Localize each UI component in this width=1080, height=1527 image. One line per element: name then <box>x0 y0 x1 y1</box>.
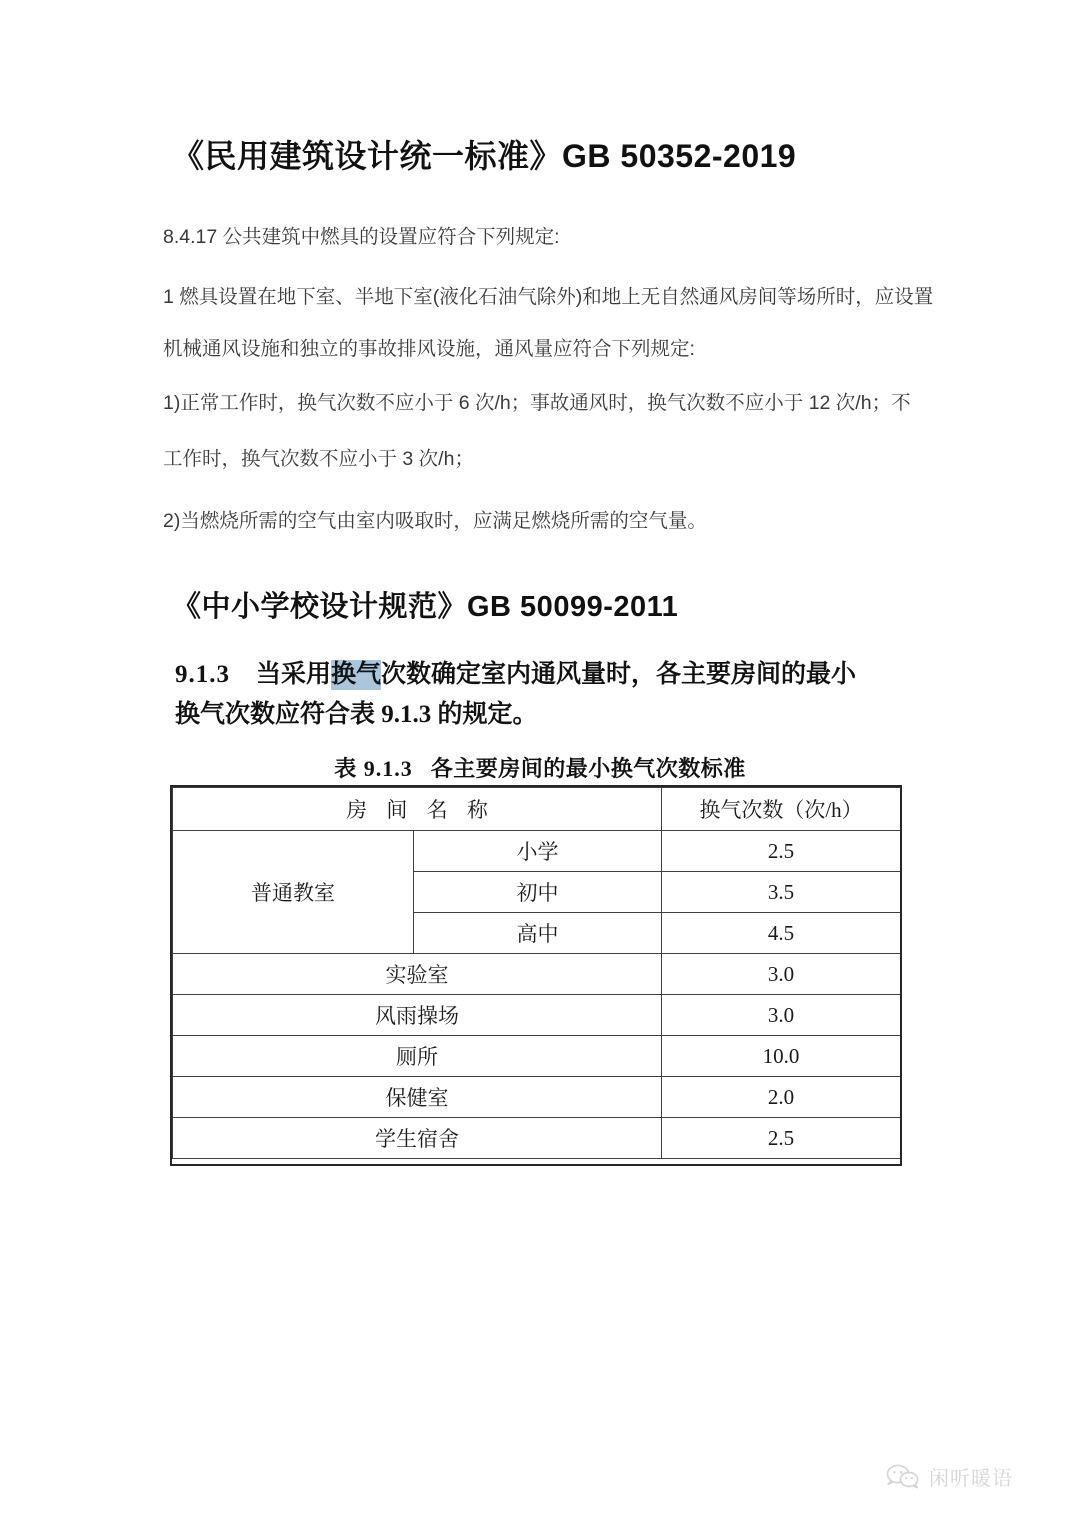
cell-room-group-name: 普通教室 <box>173 831 414 954</box>
cell-rate-value: 3.0 <box>662 954 901 995</box>
wechat-icon <box>886 1464 920 1490</box>
air-change-rate-table-wrapper <box>172 787 900 1159</box>
watermark-label: 闲听暖语 <box>929 1468 1013 1490</box>
air-change-rate-table <box>172 787 901 1159</box>
cell-rate-value: 3.0 <box>662 995 901 1036</box>
table-header-row <box>173 788 901 831</box>
clause-9-1-3-line2: 换气次数应符合表 9.1.3 的规定。 <box>175 701 538 728</box>
table-row <box>173 1077 901 1118</box>
table-row <box>173 831 901 872</box>
cell-rate-value: 2.5 <box>662 1118 901 1159</box>
clause-text-pre: 当采用 <box>256 661 332 688</box>
table-row <box>173 954 901 995</box>
clause-subitem-2: 2)当燃烧所需的空气由室内吸取时，应满足燃烧所需的空气量。 <box>163 510 707 532</box>
standard-title-gb50352: 《民用建筑设计统一标准》GB 50352-2019 <box>172 138 797 174</box>
clause-8-4-17-intro: 8.4.17 公共建筑中燃具的设置应符合下列规定: <box>163 226 560 248</box>
table-row <box>173 995 901 1036</box>
table-row <box>173 1036 901 1077</box>
table-caption <box>0 752 1080 783</box>
highlighted-term: 换气 <box>331 661 382 688</box>
cell-room-name: 学生宿舍 <box>173 1118 662 1159</box>
clause-subitem-1-line2: 工作时，换气次数不应小于 3 次/h； <box>163 448 474 470</box>
clause-item-1-line1: 1 燃具设置在地下室、半地下室(液化石油气除外)和地上无自然通风房间等场所时，应设置 <box>163 286 934 308</box>
table-caption-text: 各主要房间的最小换气次数标准 <box>430 756 746 781</box>
watermark <box>886 1462 1013 1491</box>
cell-rate-value: 3.5 <box>662 872 901 913</box>
cell-room-name: 实验室 <box>173 954 662 995</box>
clause-text-post: 次数确定室内通风量时，各主要房间的最小 <box>381 661 857 688</box>
cell-rate-value: 2.0 <box>662 1077 901 1118</box>
cell-room-sub: 小学 <box>414 831 662 872</box>
clause-number: 9.1.3 <box>175 661 230 688</box>
cell-room-name: 厕所 <box>173 1036 662 1077</box>
cell-room-sub: 高中 <box>414 913 662 954</box>
cell-room-name: 保健室 <box>173 1077 662 1118</box>
header-room-name: 房 间 名 称 <box>173 788 662 831</box>
table-caption-number: 表 9.1.3 <box>334 756 413 781</box>
cell-room-sub: 初中 <box>414 872 662 913</box>
table-row <box>173 1118 901 1159</box>
clause-9-1-3-line1 <box>175 655 965 695</box>
clause-subitem-1-line1: 1)正常工作时，换气次数不应小于 6 次/h；事故通风时，换气次数不应小于 12 次/h；不 <box>163 392 911 414</box>
cell-rate-value: 4.5 <box>662 913 901 954</box>
clause-item-1-line2: 机械通风设施和独立的事故排风设施，通风量应符合下列规定: <box>163 338 695 360</box>
header-air-change-rate: 换气次数（次/h） <box>662 788 901 831</box>
cell-room-name: 风雨操场 <box>173 995 662 1036</box>
cell-rate-value: 10.0 <box>662 1036 901 1077</box>
standard-title-gb50099: 《中小学校设计规范》GB 50099-2011 <box>172 591 679 623</box>
cell-rate-value: 2.5 <box>662 831 901 872</box>
